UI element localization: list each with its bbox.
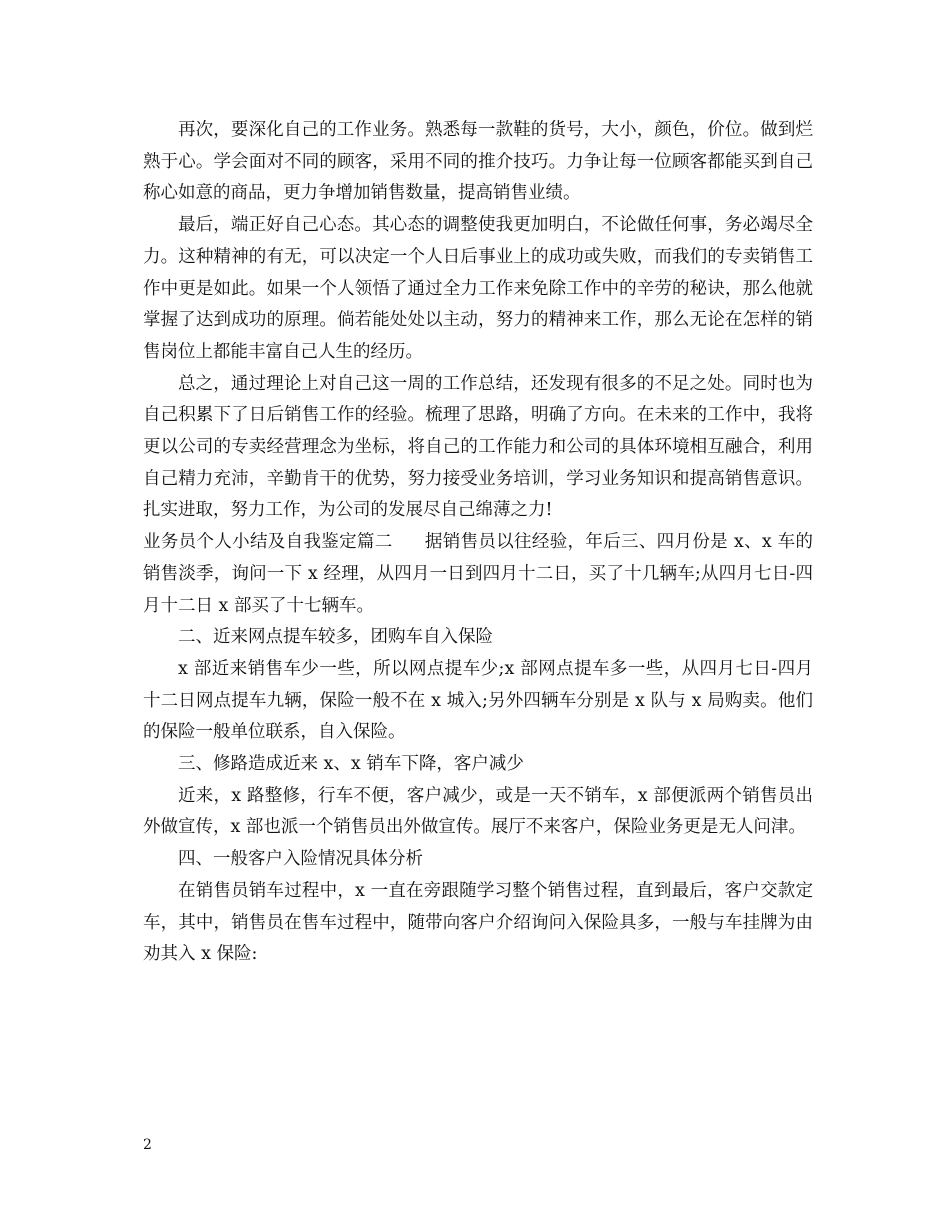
paragraph-network-pickup: x 部近来销售车少一些，所以网点提车少;x 部网点提车多一些，从四月七日-四月十二日网点提车九辆，保险一般不在 x 城入;另外四辆车分别是 x 队与 x 局购卖。他们的保险一般单位联系，自入保险。 xyxy=(143,658,813,743)
document-body xyxy=(143,115,813,971)
section-first-text: 据销售员以往经验，年后三、四月份是 x、x 车的销售淡季，询问一下 x 经理，从四月一日到四月十二日，买了十几辆车;从四月七日-四月十二日 x 部买了十七辆车。 xyxy=(143,532,813,616)
section-heading: 业务员个人小结及自我鉴定篇二 xyxy=(143,532,393,553)
subheading-two: 二、近来网点提车较多，团购车自入保险 xyxy=(178,627,493,648)
paragraph-insurance-analysis: 在销售员销车过程中，x 一直在旁跟随学习整个销售过程，直到最后，客户交款定车，其中，销售员在售车过程中，随带向客户介绍询问入保险具多，一般与车挂牌为由劝其入 x 保险: xyxy=(143,880,813,965)
paragraph-attitude: 最后，端正好自己心态。其心态的调整使我更加明白，不论做任何事，务必竭尽全力。这种精神的有无，可以决定一个人日后事业上的成功或失败，而我们的专卖销售工作中更是如此。如果一个人领悟了通过全力工作来免除工作中的辛劳的秘诀，那么他就掌握了达到成功的原理。倘若能处处以主动，努力的精神来工作，那么无论在怎样的销售岗位上都能丰富自己人生的经历。 xyxy=(143,215,813,362)
subheading-four: 四、一般客户入险情况具体分析 xyxy=(178,849,423,870)
subheading-three: 三、修路造成近来 x、x 销车下降，客户减少 xyxy=(178,754,524,775)
section-two-intro xyxy=(143,527,813,622)
paragraph-road-repair: 近来，x 路整修，行车不便，客户减少，或是一天不销车，x 部便派两个销售员出外做宣传，x 部也派一个销售员出外做宣传。展厅不来客户，保险业务更是无人问津。 xyxy=(143,785,813,838)
page-number: 2 xyxy=(143,1137,152,1153)
paragraph-deepen-business: 再次，要深化自己的工作业务。熟悉每一款鞋的货号，大小，颜色，价位。做到烂熟于心。学会面对不同的顾客，采用不同的推介技巧。力争让每一位顾客都能买到自己称心如意的商品，更力争增加销售数量，提高销售业绩。 xyxy=(143,120,813,204)
paragraph-summary: 总之，通过理论上对自己这一周的工作总结，还发现有很多的不足之处。同时也为自己积累下了日后销售工作的经验。梳理了思路，明确了方向。在未来的工作中，我将更以公司的专卖经营理念为坐标，将自己的工作能力和公司的具体环境相互融合，利用自己精力充沛，辛勤肯干的优势，努力接受业务培训，学习业务知识和提高销售意识。扎实进取，努力工作，为公司的发展尽自己绵薄之力! xyxy=(143,373,813,521)
